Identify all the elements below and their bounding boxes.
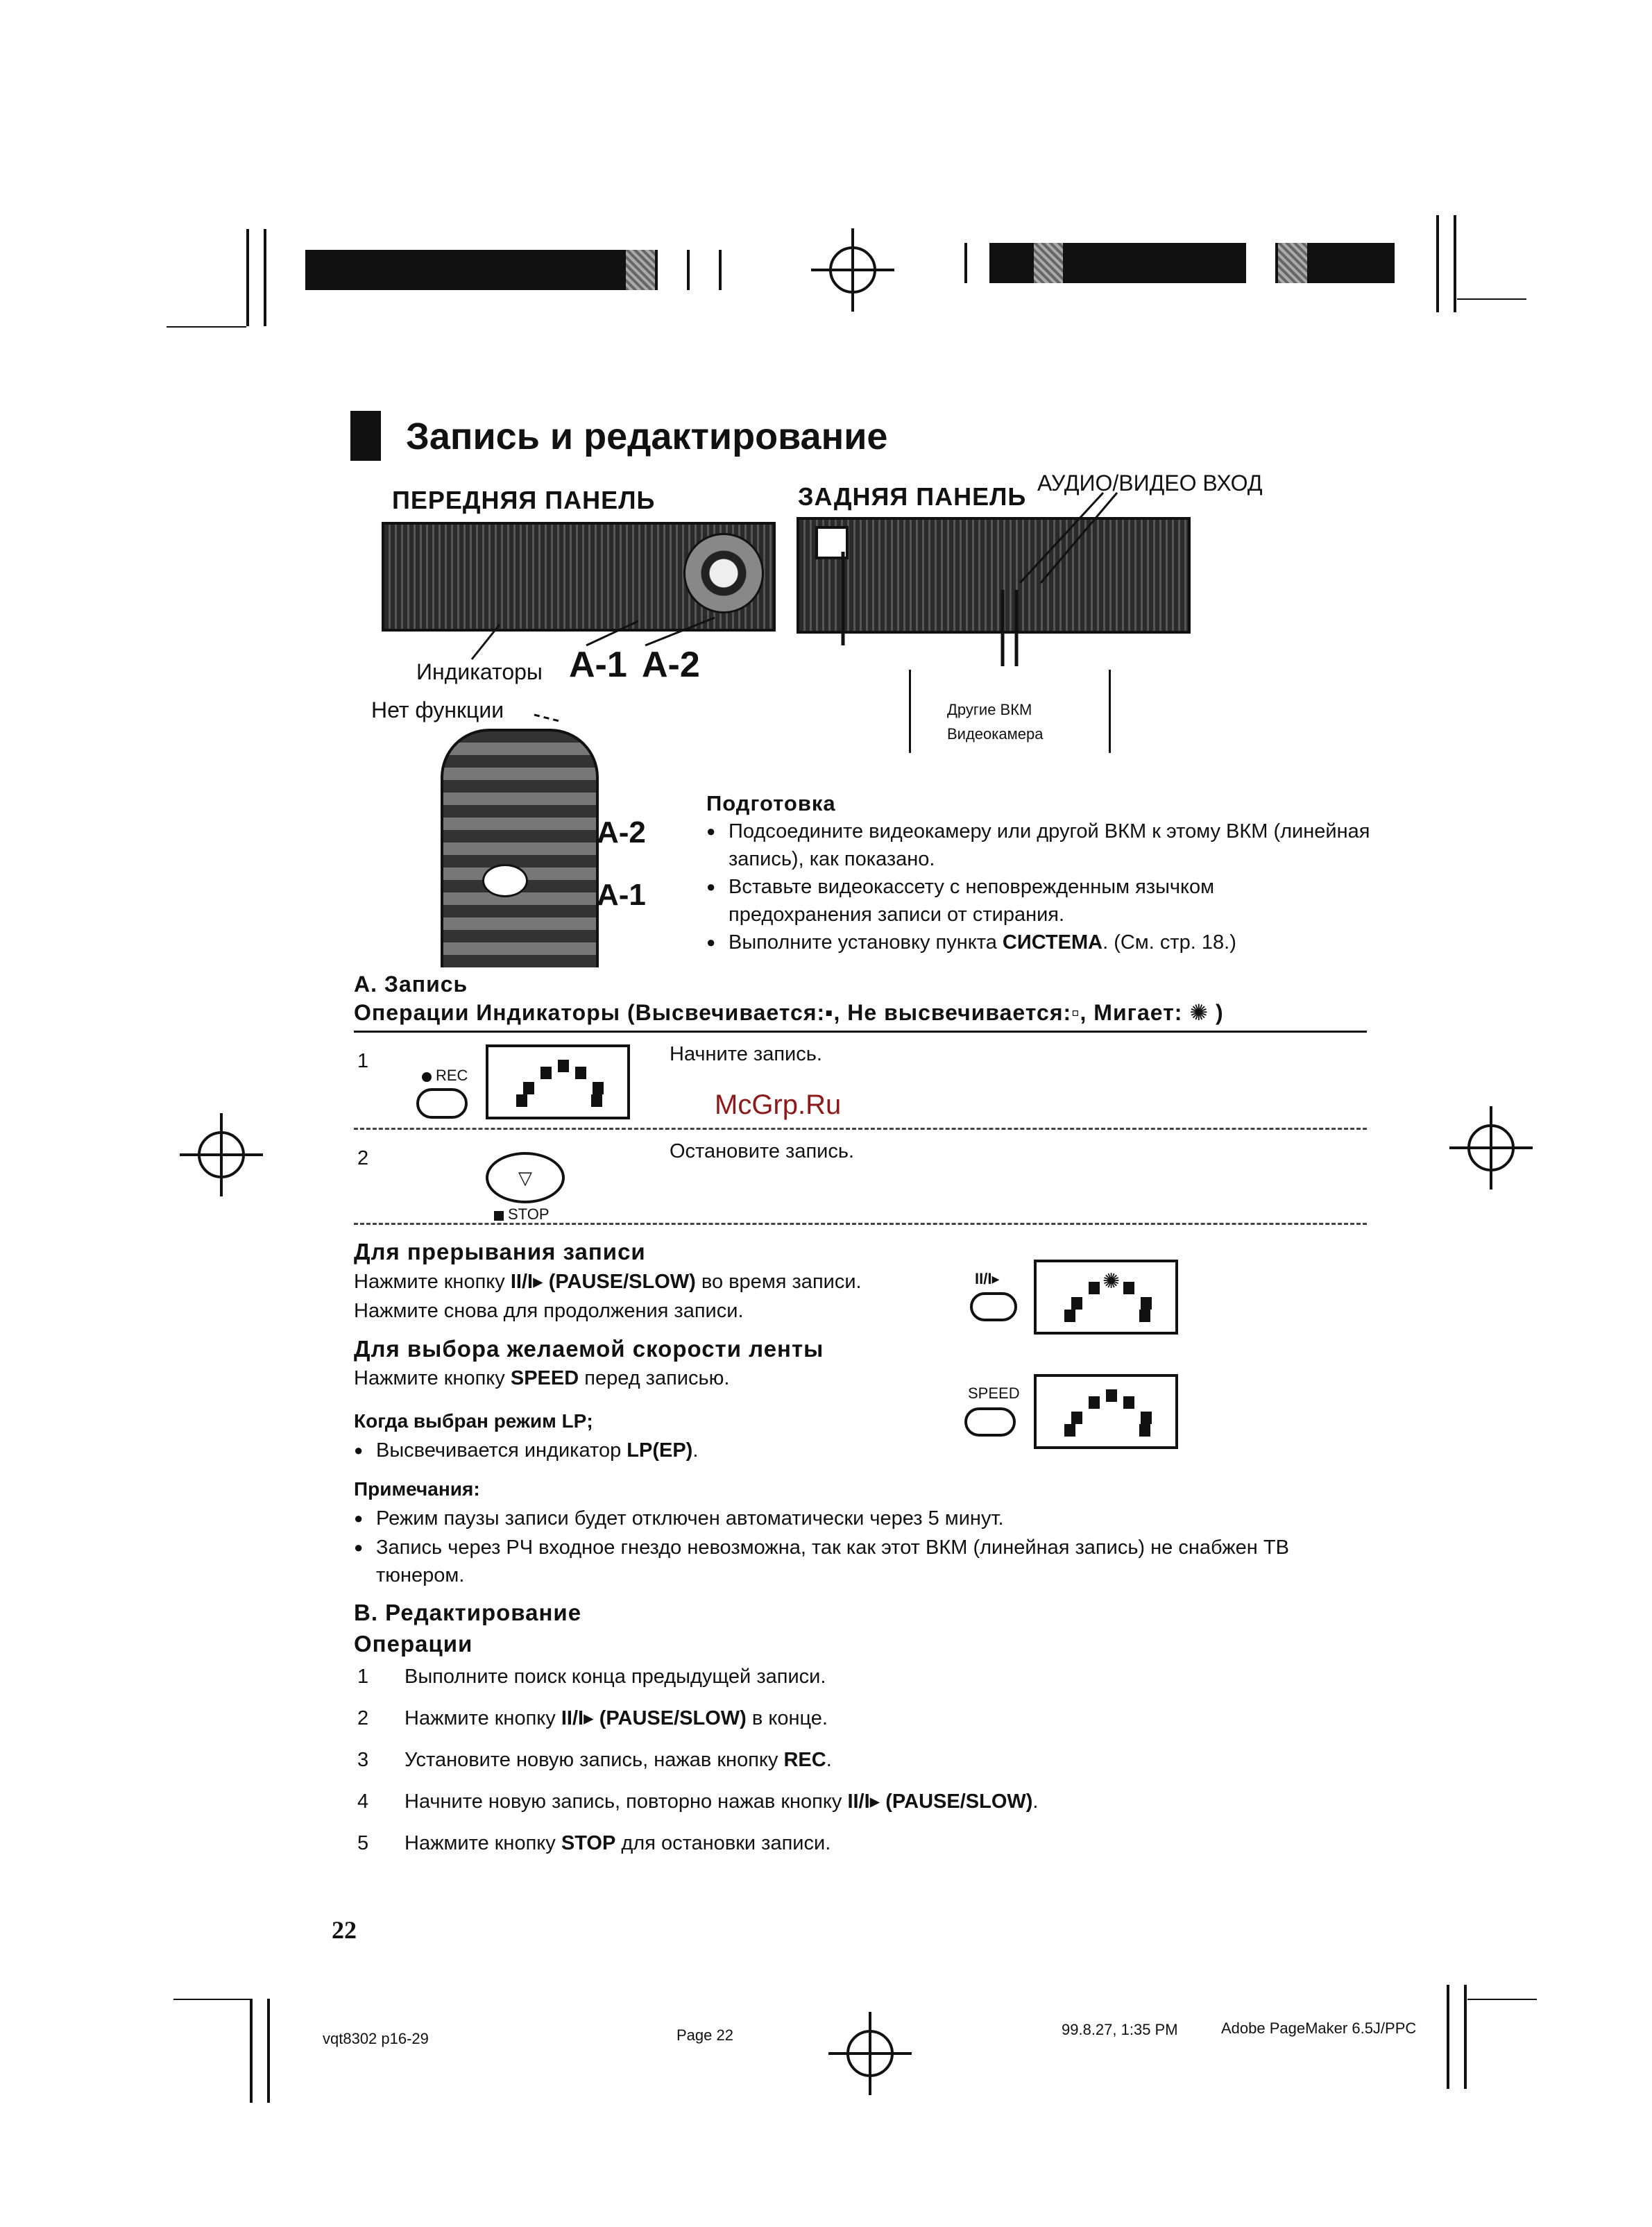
remote-control-image: [441, 729, 599, 967]
edit-step: [357, 1704, 828, 1733]
edit-step-number: 2: [357, 1707, 369, 1729]
indicator-segment: [1089, 1396, 1100, 1409]
step-number: 1: [357, 1050, 369, 1072]
pause-heading: Для прерывания записи: [354, 1239, 646, 1264]
edit-step: [357, 1662, 826, 1691]
stop-button-label: STOP: [508, 1205, 550, 1223]
pause-button: [970, 1292, 1017, 1321]
crop-mark: [267, 1999, 270, 2103]
crop-mark: [1464, 1985, 1467, 2089]
edit-step-number: 5: [357, 1832, 369, 1854]
edit-step-text: Нажмите кнопку: [405, 1707, 561, 1729]
indicator-segment: [591, 1094, 602, 1107]
crop-mark: [1467, 1999, 1537, 2000]
operations-heading: [354, 999, 1224, 1026]
edit-step-text: для остановки записи.: [615, 1832, 831, 1854]
step-text: Остановите запись.: [670, 1140, 855, 1162]
edit-step: [357, 1829, 831, 1858]
indicator-segment: [1089, 1282, 1100, 1294]
step-number: 2: [357, 1147, 369, 1169]
indicator-segment: [558, 1060, 569, 1072]
register-mark-left: [198, 1131, 245, 1178]
indicator-segment: [575, 1067, 586, 1079]
indicator-segment: [1123, 1396, 1134, 1409]
edit-step-text: в конце.: [746, 1707, 828, 1729]
rear-panel-label: ЗАДНЯЯ ПАНЕЛЬ: [798, 482, 1027, 511]
pause-bold: II/I▸ (PAUSE/SLOW): [510, 1271, 696, 1293]
lp-heading: Когда выбран режим LP;: [354, 1410, 593, 1432]
indicator-segment: [1139, 1310, 1150, 1322]
footer-app: Adobe PageMaker 6.5J/PPC: [1221, 2019, 1417, 2037]
section-b-heading: B. Редактирование: [354, 1600, 582, 1625]
pause-text: во время записи.: [695, 1271, 862, 1293]
prep-text: Выполните установку пункта: [729, 931, 1003, 954]
indicator-segment: [523, 1082, 534, 1094]
edit-step-bold: II/I▸ (PAUSE/SLOW): [561, 1707, 747, 1729]
page-title: Запись и редактирование: [406, 416, 888, 457]
indicator-segment: [1123, 1282, 1134, 1294]
speed-text: Нажмите кнопку: [354, 1367, 511, 1389]
indicator-display: [486, 1044, 630, 1119]
edit-step-text: .: [826, 1749, 832, 1771]
camcorder-label: Видеокамера: [947, 725, 1044, 743]
speed-indicator-display: [1034, 1374, 1178, 1449]
edit-step: [357, 1787, 1038, 1816]
indicator-segment: [1064, 1310, 1075, 1322]
note-item: ● Запись через РЧ входное гнездо невозможна, так как этот ВКМ (линейная запись) не снабжен ТВ тюнером.: [354, 1534, 1306, 1589]
edit-step-bold: STOP: [561, 1832, 616, 1854]
no-function-label: Нет функции: [371, 697, 504, 722]
edit-step: [357, 1745, 832, 1775]
ops-text: , Мигает:: [1080, 1000, 1183, 1025]
pause-line: [354, 1267, 862, 1296]
speed-heading: Для выбора желаемой скорости ленты: [354, 1336, 824, 1362]
edit-step-number: 4: [357, 1790, 369, 1813]
note-item: ● Режим паузы записи будет отключен автоматически через 5 минут.: [354, 1505, 1347, 1532]
label-a1-remote: A-1: [597, 878, 646, 912]
indicator-segment: [1141, 1297, 1152, 1310]
section-b-ops-heading: Операции: [354, 1631, 473, 1657]
footer-timestamp: 99.8.27, 1:35 PM: [1062, 2021, 1178, 2038]
label-a2-front: A-2: [642, 645, 700, 685]
indicator-segment: [1139, 1424, 1150, 1437]
indicator-segment: [540, 1067, 552, 1079]
lp-bold: LP(EP): [627, 1439, 693, 1462]
crop-mark: [173, 1999, 250, 2000]
rec-button-label: REC: [436, 1067, 468, 1084]
register-mark-right: [1467, 1124, 1515, 1171]
speed-button-label: SPEED: [968, 1385, 1020, 1402]
indicator-segment: [1071, 1412, 1082, 1424]
notes-heading: Примечания:: [354, 1478, 480, 1500]
stop-square-icon: [494, 1211, 504, 1221]
ops-text: ): [1216, 1000, 1224, 1025]
speed-bold: SPEED: [510, 1367, 579, 1389]
prep-bold: СИСТЕМА: [1002, 931, 1103, 954]
indicator-segment: [1106, 1389, 1117, 1402]
indicator-segment: [1064, 1424, 1075, 1437]
register-mark-bottom: [846, 2030, 894, 2077]
dashed-rule: [354, 1223, 1367, 1225]
av-input-label: АУДИО/ВИДЕО ВХОД: [1037, 471, 1263, 496]
preparation-heading: Подготовка: [706, 791, 836, 815]
edit-step-text: .: [1032, 1790, 1039, 1813]
section-a-heading: A. Запись: [354, 972, 468, 997]
label-a1-front: A-1: [569, 645, 627, 685]
footer-page: Page 22: [676, 2026, 733, 2044]
blinking-indicator-icon: ✺: [1189, 1000, 1209, 1025]
edit-step-number: 3: [357, 1749, 369, 1771]
label-a2-remote: A-2: [597, 815, 646, 849]
lp-item: [354, 1437, 698, 1464]
edit-step-number: 1: [357, 1666, 369, 1688]
rec-button: [416, 1088, 468, 1119]
crop-mark: [1447, 1985, 1449, 2089]
edit-step-text: Нажмите кнопку: [405, 1832, 561, 1854]
prep-text: . (См. стр. 18.): [1102, 931, 1236, 954]
page-number: 22: [332, 1916, 357, 1944]
pause-line: Нажмите снова для продолжения записи.: [354, 1300, 744, 1322]
edit-step-text: Выполните поиск конца предыдущей записи.: [405, 1666, 826, 1688]
preparation-item: [706, 929, 1388, 956]
speed-text: перед записью.: [579, 1367, 730, 1389]
indicator-segment: [516, 1094, 527, 1107]
indicator-segment: [1071, 1297, 1082, 1310]
step-text: Начните запись.: [670, 1043, 822, 1065]
dashed-rule: [354, 1128, 1367, 1130]
unlit-indicator-icon: ▫: [1071, 1000, 1080, 1025]
edit-step-text: Установите новую запись, нажав кнопку: [405, 1749, 784, 1771]
preparation-item: ● Вставьте видеокассету с неповрежденным язычком предохранения записи от стирания.: [706, 873, 1325, 929]
ops-text: , Не высвечивается:: [833, 1000, 1072, 1025]
remote-stop-button: [482, 864, 528, 897]
edit-step-bold: REC: [783, 1749, 826, 1771]
section-rule: [354, 1031, 1367, 1033]
footer-file: vqt8302 p16-29: [323, 2030, 429, 2047]
blinking-segment-icon: ✺: [1102, 1270, 1121, 1293]
preparation-item: ● Подсоедините видеокамеру или другой ВКМ к этому ВКМ (линейная запись), как показано.: [706, 818, 1388, 873]
edit-step-bold: II/I▸ (PAUSE/SLOW): [847, 1790, 1033, 1813]
indicators-label: Индикаторы: [416, 659, 543, 684]
indicator-segment: [593, 1082, 604, 1094]
pause-text: Нажмите кнопку: [354, 1271, 511, 1293]
lp-text: .: [692, 1439, 699, 1462]
ops-text: Операции Индикаторы (Высвечивается:: [354, 1000, 826, 1025]
front-panel-label: ПЕРЕДНЯЯ ПАНЕЛЬ: [392, 486, 656, 514]
watermark: McGrp.Ru: [715, 1090, 842, 1120]
indicator-segment: [1141, 1412, 1152, 1424]
edit-step-text: Начните новую запись, повторно нажав кнопку: [405, 1790, 848, 1813]
pause-button-label: II/I▸: [975, 1270, 1000, 1287]
lit-indicator-icon: ▪: [825, 1000, 834, 1025]
speed-button: [964, 1407, 1016, 1437]
lp-text: Высвечивается индикатор: [376, 1439, 627, 1462]
pause-indicator-display: [1034, 1260, 1178, 1335]
stop-button: ▽: [486, 1152, 565, 1203]
other-vcr-label: Другие ВКМ: [947, 701, 1032, 718]
rec-dot-icon: [422, 1072, 432, 1082]
crop-mark: [250, 1999, 253, 2103]
speed-line: [354, 1364, 729, 1393]
